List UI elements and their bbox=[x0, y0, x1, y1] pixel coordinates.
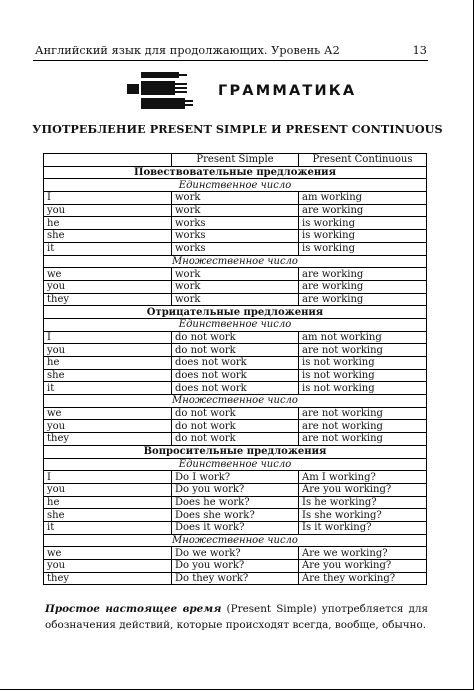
section-row bbox=[44, 306, 427, 319]
grammar-table bbox=[43, 153, 427, 585]
present-simple-cell: Do we work? bbox=[172, 547, 299, 560]
pronoun-cell: you bbox=[44, 560, 172, 573]
present-simple-cell: works bbox=[172, 230, 299, 243]
present-continuous-cell: is not working bbox=[299, 382, 427, 395]
pronoun-cell: you bbox=[44, 420, 172, 433]
present-simple-cell: does not work bbox=[172, 357, 299, 370]
rule-text: (Present Simple) употребляется для обозначения действий, которые происходят всегда, вообще, обычно. bbox=[45, 603, 428, 631]
number-row bbox=[44, 318, 427, 331]
pronoun-cell: it bbox=[44, 242, 172, 255]
present-continuous-cell: Am I working? bbox=[299, 471, 427, 484]
pronoun-cell: you bbox=[44, 280, 172, 293]
pronoun-cell: he bbox=[44, 217, 172, 230]
table-row bbox=[44, 521, 427, 534]
present-simple-cell: Do you work? bbox=[172, 483, 299, 496]
grammar-book-icon bbox=[127, 70, 195, 112]
present-continuous-cell: are working bbox=[299, 293, 427, 306]
number-row bbox=[44, 395, 427, 408]
book-title: Английский язык для продолжающих. Уровень А2 bbox=[35, 44, 340, 57]
number-label-cell: Множественное число bbox=[44, 395, 427, 408]
present-continuous-cell: are not working bbox=[299, 433, 427, 446]
table-row bbox=[44, 382, 427, 395]
number-row bbox=[44, 534, 427, 547]
table-row bbox=[44, 407, 427, 420]
present-simple-cell: Does she work? bbox=[172, 509, 299, 522]
present-continuous-cell: Are you working? bbox=[299, 483, 427, 496]
number-label-cell: Множественное число bbox=[44, 534, 427, 547]
running-head bbox=[35, 44, 427, 57]
table-row bbox=[44, 471, 427, 484]
number-label-cell: Множественное число bbox=[44, 255, 427, 268]
table-row bbox=[44, 496, 427, 509]
pronoun-cell: they bbox=[44, 433, 172, 446]
present-continuous-cell: Is it working? bbox=[299, 521, 427, 534]
number-row bbox=[44, 255, 427, 268]
table-row bbox=[44, 293, 427, 306]
header-cell-pronoun bbox=[44, 154, 172, 167]
table-row bbox=[44, 433, 427, 446]
header-cell-present-continuous: Present Continuous bbox=[299, 154, 427, 167]
present-simple-cell: works bbox=[172, 217, 299, 230]
pronoun-cell: I bbox=[44, 331, 172, 344]
number-row bbox=[44, 458, 427, 471]
pronoun-cell: he bbox=[44, 357, 172, 370]
table-row bbox=[44, 344, 427, 357]
pronoun-cell: we bbox=[44, 268, 172, 281]
present-continuous-cell: Are we working? bbox=[299, 547, 427, 560]
pronoun-cell: we bbox=[44, 547, 172, 560]
page-number: 13 bbox=[412, 44, 427, 57]
present-continuous-cell: am not working bbox=[299, 331, 427, 344]
pronoun-cell: he bbox=[44, 496, 172, 509]
grammar-table-body bbox=[44, 154, 427, 585]
table-row bbox=[44, 369, 427, 382]
header-cell-present-simple: Present Simple bbox=[172, 154, 299, 167]
present-simple-cell: do not work bbox=[172, 407, 299, 420]
present-continuous-cell: are working bbox=[299, 204, 427, 217]
present-continuous-cell: are not working bbox=[299, 344, 427, 357]
present-continuous-cell: am working bbox=[299, 192, 427, 205]
present-continuous-cell: are not working bbox=[299, 407, 427, 420]
section-row bbox=[44, 166, 427, 179]
number-label-cell: Единственное число bbox=[44, 179, 427, 192]
table-row bbox=[44, 242, 427, 255]
present-simple-cell: Do you work? bbox=[172, 560, 299, 573]
present-simple-cell: do not work bbox=[172, 344, 299, 357]
present-continuous-cell: are working bbox=[299, 280, 427, 293]
present-simple-cell: work bbox=[172, 280, 299, 293]
present-simple-cell: work bbox=[172, 268, 299, 281]
pronoun-cell: it bbox=[44, 521, 172, 534]
pronoun-cell: I bbox=[44, 471, 172, 484]
present-continuous-cell: Is he working? bbox=[299, 496, 427, 509]
header-rule bbox=[33, 60, 428, 61]
section-title: ГРАММАТИКА bbox=[218, 83, 357, 99]
pronoun-cell: you bbox=[44, 483, 172, 496]
present-continuous-cell: Are they working? bbox=[299, 572, 427, 585]
pronoun-cell: she bbox=[44, 369, 172, 382]
present-continuous-cell: are not working bbox=[299, 420, 427, 433]
table-row bbox=[44, 204, 427, 217]
present-continuous-cell: is working bbox=[299, 230, 427, 243]
present-continuous-cell: is not working bbox=[299, 357, 427, 370]
present-simple-cell: Do they work? bbox=[172, 572, 299, 585]
present-simple-cell: does not work bbox=[172, 369, 299, 382]
number-label-cell: Единственное число bbox=[44, 318, 427, 331]
present-continuous-cell: Are you working? bbox=[299, 560, 427, 573]
number-label-cell: Единственное число bbox=[44, 458, 427, 471]
table-header-row bbox=[44, 154, 427, 167]
section-title-cell: Отрицательные предложения bbox=[44, 306, 427, 319]
table-row bbox=[44, 230, 427, 243]
pronoun-cell: I bbox=[44, 192, 172, 205]
number-row bbox=[44, 179, 427, 192]
section-row bbox=[44, 445, 427, 458]
table-row bbox=[44, 357, 427, 370]
pronoun-cell: we bbox=[44, 407, 172, 420]
present-continuous-cell: is working bbox=[299, 217, 427, 230]
table-row bbox=[44, 268, 427, 281]
rule-paragraph bbox=[45, 601, 428, 633]
pronoun-cell: she bbox=[44, 230, 172, 243]
present-simple-cell: work bbox=[172, 192, 299, 205]
table-row bbox=[44, 572, 427, 585]
table-row bbox=[44, 331, 427, 344]
present-simple-cell: Does it work? bbox=[172, 521, 299, 534]
table-row bbox=[44, 217, 427, 230]
pronoun-cell: they bbox=[44, 293, 172, 306]
pronoun-cell: you bbox=[44, 344, 172, 357]
table-row bbox=[44, 483, 427, 496]
table-row bbox=[44, 547, 427, 560]
present-simple-cell: do not work bbox=[172, 331, 299, 344]
pronoun-cell: you bbox=[44, 204, 172, 217]
present-simple-cell: Do I work? bbox=[172, 471, 299, 484]
rule-term: Простое настоящее время bbox=[45, 603, 222, 615]
section-title-cell: Повествовательные предложения bbox=[44, 166, 427, 179]
present-continuous-cell: is not working bbox=[299, 369, 427, 382]
present-continuous-cell: Is she working? bbox=[299, 509, 427, 522]
pronoun-cell: she bbox=[44, 509, 172, 522]
present-simple-cell: does not work bbox=[172, 382, 299, 395]
present-simple-cell: do not work bbox=[172, 420, 299, 433]
present-continuous-cell: are working bbox=[299, 268, 427, 281]
table-row bbox=[44, 560, 427, 573]
section-title-cell: Вопросительные предложения bbox=[44, 445, 427, 458]
present-simple-cell: work bbox=[172, 204, 299, 217]
table-row bbox=[44, 420, 427, 433]
present-simple-cell: Does he work? bbox=[172, 496, 299, 509]
pronoun-cell: it bbox=[44, 382, 172, 395]
present-simple-cell: works bbox=[172, 242, 299, 255]
present-simple-cell: work bbox=[172, 293, 299, 306]
present-simple-cell: do not work bbox=[172, 433, 299, 446]
table-row bbox=[44, 280, 427, 293]
present-continuous-cell: is working bbox=[299, 242, 427, 255]
table-row bbox=[44, 192, 427, 205]
pronoun-cell: they bbox=[44, 572, 172, 585]
table-row bbox=[44, 509, 427, 522]
page-subtitle: УПОТРЕБЛЕНИЕ PRESENT SIMPLE И PRESENT CONTINUOUS bbox=[32, 122, 443, 136]
